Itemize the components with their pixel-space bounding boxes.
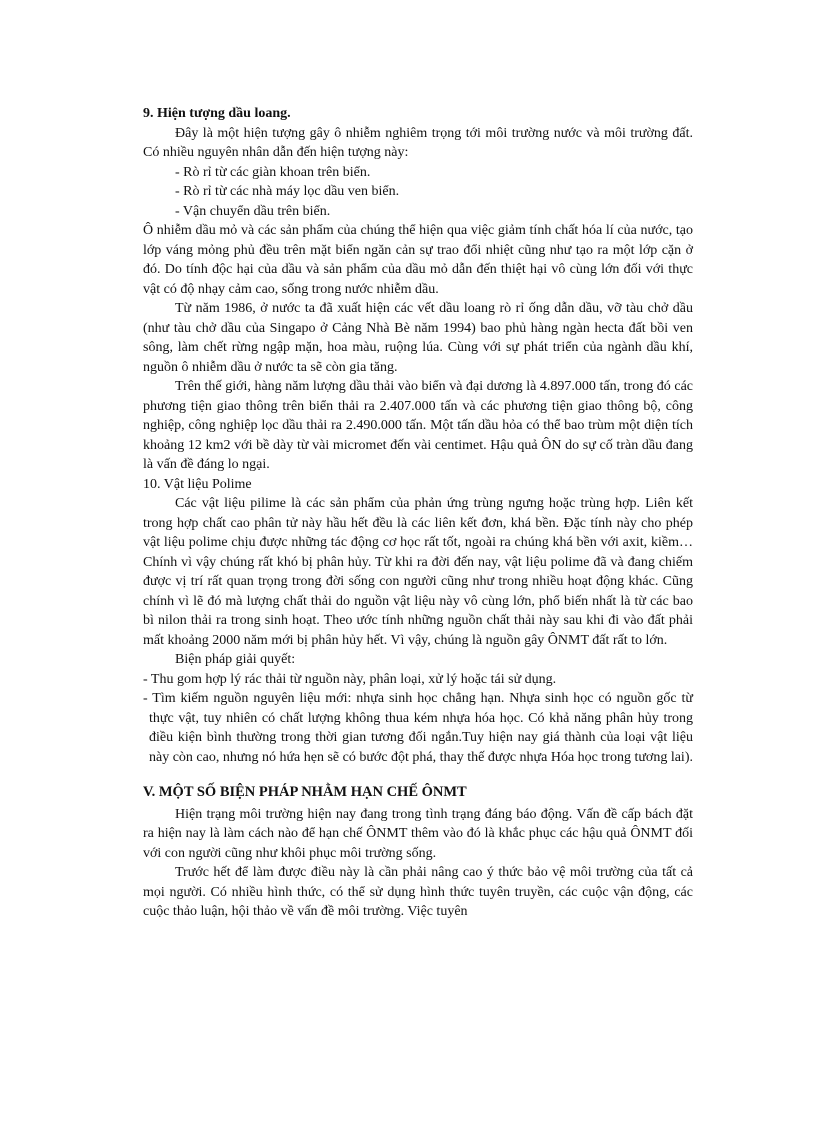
document-body bbox=[143, 104, 693, 922]
paragraph-oil-spill-intro: Đây là một hiện tượng gây ô nhiễm nghiêm trọng tới môi trường nước và môi trường đất. Có nhiều nguyên nhân dẫn đến hiện tượng này: bbox=[143, 125, 693, 160]
bullet-oil-rigs: - Rò rỉ từ các giàn khoan trên biển. bbox=[175, 164, 371, 180]
heading-oil-spill: 9. Hiện tượng dầu loang. bbox=[143, 106, 291, 121]
heading-polymer: 10. Vật liệu Polime bbox=[143, 476, 252, 492]
bullet-refineries: - Rò rỉ từ các nhà máy lọc dầu ven biển. bbox=[175, 184, 400, 199]
bullet-collect-waste: - Thu gom hợp lý rác thải từ nguồn này, phân loại, xử lý hoặc tái sử dụng. bbox=[143, 671, 557, 687]
heading-section-v: V. MỘT SỐ BIỆN PHÁP NHẰM HẠN CHẾ ÔNMT bbox=[143, 784, 467, 800]
paragraph-oil-vietnam: Từ năm 1986, ở nước ta đã xuất hiện các vết dầu loang rò rỉ ống dẫn dầu, vỡ tàu chở dầu (như tàu chở dầu của Singapo ở Cảng Nhà Bè năm 1994) bao phủ hàng ngàn hecta đất bồi ven sông, làm chết rừng ngập mặn, hoa màu, ruộng lúa. Cùng với sự phát triển của ngành dầu khí, nguồn ô nhiễm dầu ở nước ta sẽ còn gia tăng. bbox=[143, 301, 693, 375]
bullet-bioplastic: - Tìm kiếm nguồn nguyên liệu mới: nhựa sinh học chẳng hạn. Nhựa sinh học có nguồn gốc từ thực vật, tuy nhiên có chất lượng không thua kém nhựa hóa học. Có khả năng phân hủy trong điều kiện bình thường trong thời gian tương đối ngắn.Tuy hiện nay giá thành của loại vật liệu này còn cao, nhưng nó hứa hẹn sẽ có bước đột phá, thay thế được nhựa Hóa học trong tương lai). bbox=[143, 691, 693, 765]
paragraph-section-v-1: Hiện trạng môi trường hiện nay đang trong tình trạng đáng báo động. Vấn đề cấp bách đặt ra hiện nay là làm cách nào để hạn chế ÔNMT thêm vào đó là khắc phục các hậu quả ÔNMT đối với con người cũng như khôi phục môi trường sống. bbox=[143, 806, 693, 861]
bullet-transport: - Vận chuyển dầu trên biển. bbox=[175, 203, 331, 219]
paragraph-solution-label: Biện pháp giải quyết: bbox=[175, 652, 296, 667]
paragraph-oil-effects: Ô nhiễm dầu mỏ và các sản phẩm của chúng thể hiện qua việc giảm tính chất hóa lí của nước, tạo lớp váng mỏng phủ đều trên mặt biển ngăn cản sự trao đổi nhiệt cũng như tạo ra một lớp cặn ở đó. Do tính độc hại của dầu và sản phẩm của dầu mỏ dẫn đến thiệt hại vô cùng lớn đối với thực vật có độ nhạy cảm cao, sống trong nước nhiễm dầu. bbox=[143, 223, 693, 297]
paragraph-oil-world: Trên thế giới, hàng năm lượng dầu thải vào biển và đại dương là 4.897.000 tấn, trong đó các phương tiện giao thông trên biển thải ra 2.407.000 tấn và các phương tiện giao thông bộ, công nghiệp, công nghiệp lọc dầu thải ra 2.490.000 tấn. Một tấn dầu hỏa có thể bao trùm một diện tích khoảng 12 km2 với bề dày từ vài micromet đến vài centimet. Hậu quả ÔN do sự cố tràn dầu đang là vấn đề đáng lo ngại. bbox=[143, 379, 693, 472]
paragraph-section-v-2: Trước hết để làm được điều này là cần phải nâng cao ý thức bảo vệ môi trường của tất cả mọi người. Có nhiều hình thức, có thể sử dụng hình thức tuyên truyền, các cuộc vận động, các cuộc thảo luận, hội thảo về vấn đề môi trường. Việc tuyên bbox=[143, 865, 693, 919]
paragraph-polymer-intro: Các vật liệu pilime là các sản phẩm của phản ứng trùng ngưng hoặc trùng hợp. Liên kết trong hợp chất cao phân tử này hầu hết đều là các liên kết đơn, khá bền. Đặc tính này cho phép vật liệu polime chịu được những tác động cơ học rất tốt, ngoài ra chúng khá bền với axit, kiềm… Chính vì vậy chúng rất khó bị phân hủy. Từ khi ra đời đến nay, vật liệu polime đã và đang chiếm được vị trí rất quan trọng trong đời sống con người cũng như trong nhiều hoạt động khác. Cũng chính vì lẽ đó mà lượng chất thải do nguồn vật liệu này vô cùng lớn, phổ biến nhất là từ các bao bì nilon thải ra trong sinh hoạt. Theo ước tính những nguồn chất thải này sau khi đi vào đất phải mất khoảng 2000 năm mới bị phân hủy hết. Vì vậy, chúng là nguồn gây ÔNMT đất rất to lớn. bbox=[143, 496, 693, 648]
